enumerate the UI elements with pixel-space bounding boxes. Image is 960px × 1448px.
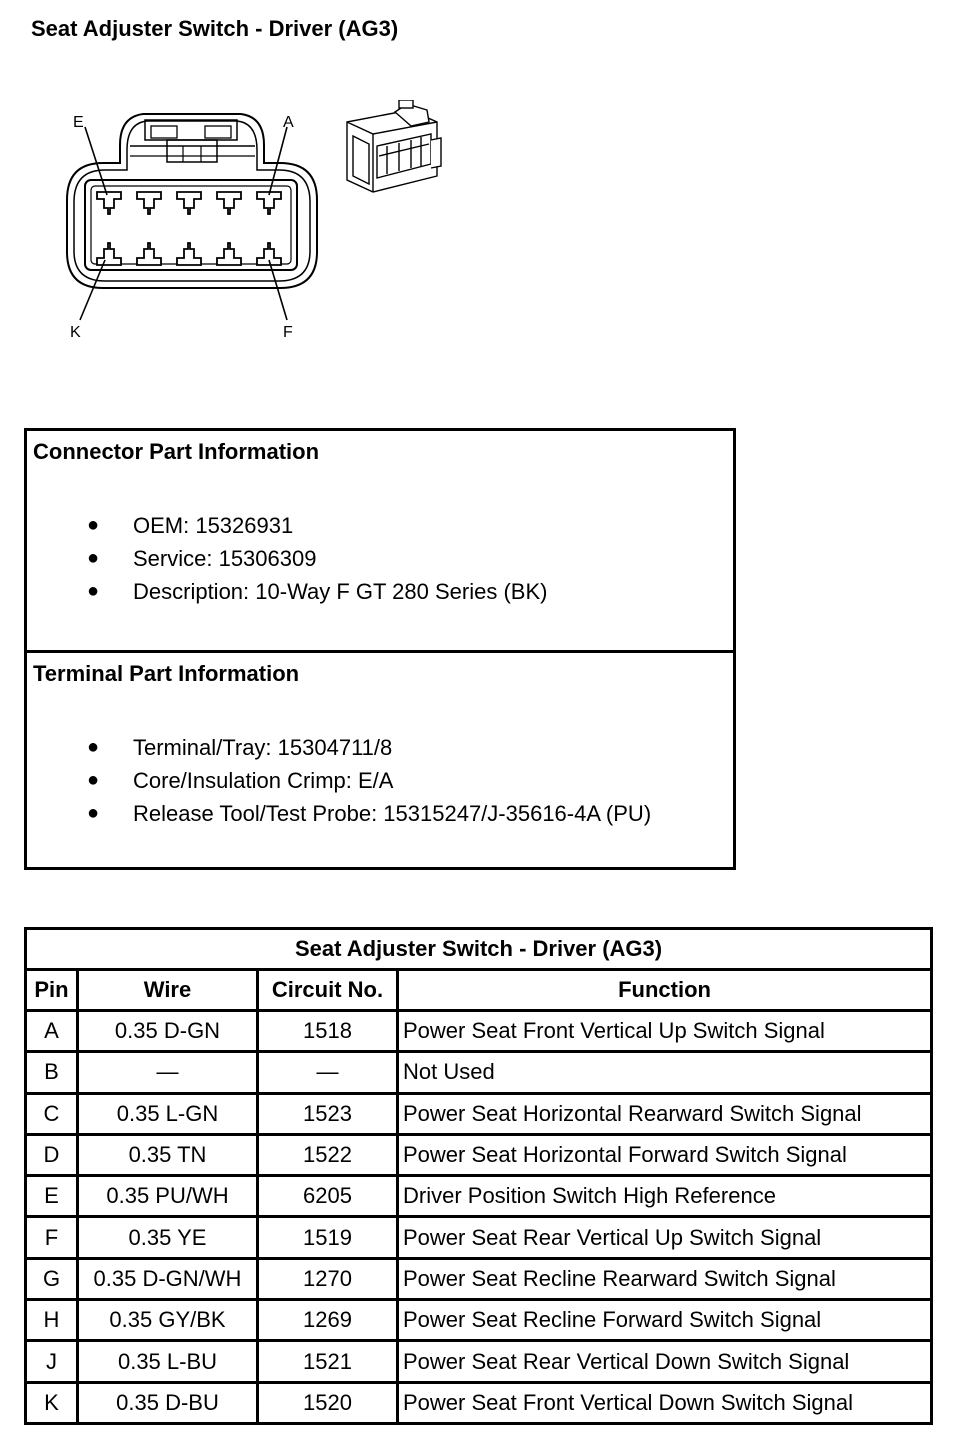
terminal-row-bottom: [97, 243, 281, 265]
function-cell: Power Seat Front Vertical Up Switch Signal: [398, 1011, 932, 1052]
pin-cell: H: [26, 1300, 78, 1341]
connector-part-info-heading: Connector Part Information: [33, 439, 320, 464]
function-cell: Power Seat Horizontal Forward Switch Signal: [398, 1134, 932, 1175]
table-row: [26, 1217, 932, 1258]
terminal-part-info-heading: Terminal Part Information: [33, 661, 300, 686]
function-cell: Power Seat Front Vertical Down Switch Signal: [398, 1382, 932, 1423]
wire-cell: 0.35 L-GN: [78, 1093, 258, 1134]
circuit-cell: —: [258, 1052, 398, 1093]
list-item: [27, 575, 547, 608]
info-item-text: Service: 15306309: [133, 546, 317, 571]
pin-label-f: F: [283, 324, 293, 341]
info-item-text: Description: 10-Way F GT 280 Series (BK): [133, 579, 548, 604]
pin-cell: C: [26, 1093, 78, 1134]
circuit-cell: 1521: [258, 1341, 398, 1382]
pin-cell: B: [26, 1052, 78, 1093]
column-header-circuit: Circuit No.: [258, 970, 398, 1011]
list-item: [27, 509, 547, 542]
column-header-wire: Wire: [78, 970, 258, 1011]
wire-cell: 0.35 L-BU: [78, 1341, 258, 1382]
table-title-row: [26, 929, 932, 970]
function-cell: Driver Position Switch High Reference: [398, 1176, 932, 1217]
circuit-cell: 1522: [258, 1134, 398, 1175]
wire-cell: 0.35 D-GN: [78, 1011, 258, 1052]
pin-label-k: K: [70, 324, 81, 341]
part-information-box: [24, 428, 736, 870]
pin-cell: K: [26, 1382, 78, 1423]
bullet-icon: ●: [87, 547, 100, 569]
circuit-cell: 1520: [258, 1382, 398, 1423]
table-row: [26, 1093, 932, 1134]
pin-cell: F: [26, 1217, 78, 1258]
connector-diagram: [55, 100, 455, 350]
circuit-cell: 1523: [258, 1093, 398, 1134]
terminal-row-top: [97, 192, 281, 214]
pin-cell: A: [26, 1011, 78, 1052]
connector-part-info-list: [27, 509, 547, 608]
column-header-pin: Pin: [26, 970, 78, 1011]
list-item: [27, 797, 651, 830]
table-row: [26, 1382, 932, 1423]
table-row: [26, 1258, 932, 1299]
circuit-cell: 1269: [258, 1300, 398, 1341]
function-cell: Power Seat Recline Rearward Switch Signal: [398, 1258, 932, 1299]
list-item: [27, 542, 547, 575]
table-row: [26, 1134, 932, 1175]
bullet-icon: ●: [87, 802, 100, 824]
pin-cell: G: [26, 1258, 78, 1299]
function-cell: Power Seat Rear Vertical Down Switch Signal: [398, 1341, 932, 1382]
bullet-icon: ●: [87, 514, 100, 536]
function-cell: Power Seat Rear Vertical Up Switch Signal: [398, 1217, 932, 1258]
table-row: [26, 1341, 932, 1382]
circuit-cell: 1270: [258, 1258, 398, 1299]
info-item-text: Release Tool/Test Probe: 15315247/J-35616-4A (PU): [133, 801, 652, 826]
table-row: [26, 1052, 932, 1093]
function-cell: Not Used: [398, 1052, 932, 1093]
bullet-icon: ●: [87, 580, 100, 602]
wire-cell: 0.35 GY/BK: [78, 1300, 258, 1341]
table-header-row: [26, 970, 932, 1011]
wire-cell: 0.35 D-BU: [78, 1382, 258, 1423]
wire-cell: 0.35 YE: [78, 1217, 258, 1258]
list-item: [27, 764, 651, 797]
info-item-text: OEM: 15326931: [133, 513, 294, 538]
connector-3d-illustration: [347, 100, 441, 192]
bullet-icon: ●: [87, 736, 100, 758]
page-title: Seat Adjuster Switch - Driver (AG3): [31, 16, 399, 41]
function-cell: Power Seat Horizontal Rearward Switch Signal: [398, 1093, 932, 1134]
wire-cell: 0.35 PU/WH: [78, 1176, 258, 1217]
connector-part-info: [27, 431, 733, 653]
info-item-text: Terminal/Tray: 15304711/8: [133, 735, 393, 760]
table-row: [26, 1300, 932, 1341]
wire-cell: —: [78, 1052, 258, 1093]
bullet-icon: ●: [87, 769, 100, 791]
terminal-part-info-list: [27, 731, 651, 830]
list-item: [27, 731, 651, 764]
circuit-cell: 6205: [258, 1176, 398, 1217]
pinout-table: [24, 927, 933, 1425]
pin-cell: E: [26, 1176, 78, 1217]
wire-cell: 0.35 D-GN/WH: [78, 1258, 258, 1299]
column-header-function: Function: [398, 970, 932, 1011]
circuit-cell: 1519: [258, 1217, 398, 1258]
circuit-cell: 1518: [258, 1011, 398, 1052]
pin-cell: D: [26, 1134, 78, 1175]
terminal-part-info: [27, 653, 733, 867]
table-row: [26, 1011, 932, 1052]
table-row: [26, 1176, 932, 1217]
wire-cell: 0.35 TN: [78, 1134, 258, 1175]
pin-label-e: E: [73, 114, 84, 131]
function-cell: Power Seat Recline Forward Switch Signal: [398, 1300, 932, 1341]
info-item-text: Core/Insulation Crimp: E/A: [133, 768, 394, 793]
table-title: Seat Adjuster Switch - Driver (AG3): [26, 929, 932, 970]
pin-cell: J: [26, 1341, 78, 1382]
pin-label-a: A: [283, 114, 294, 131]
